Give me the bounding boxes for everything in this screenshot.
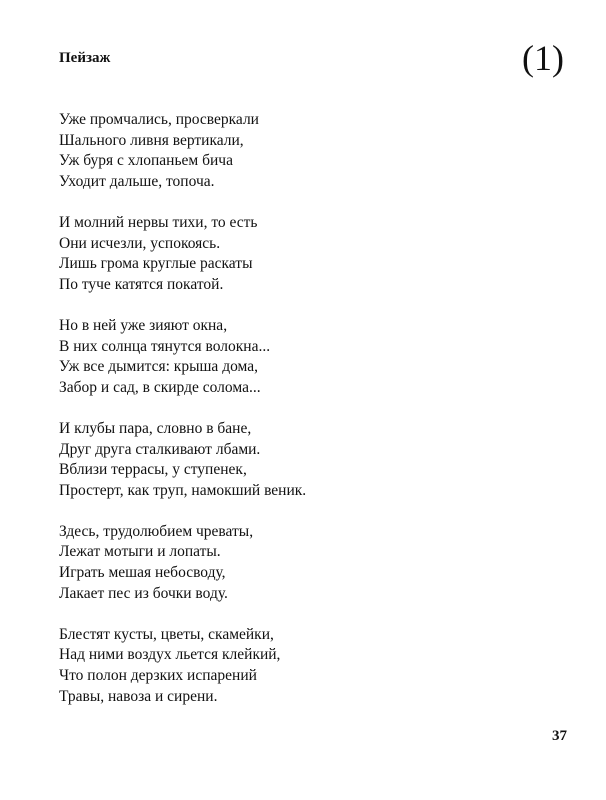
verse-line: Лежат мотыги и лопаты.	[59, 543, 221, 561]
verse-line: Уходит дальше, топоча.	[59, 172, 215, 190]
verse-line: Лакает пес из бочки воду.	[59, 584, 228, 602]
stanza-3	[59, 316, 539, 398]
stanza-1	[59, 110, 539, 192]
verse-line: Над ними воздух льется клейкий,	[59, 646, 281, 664]
verse-line: Они исчезли, успокоясь.	[59, 234, 221, 252]
verse-line: Что полон дерзких испарений	[59, 667, 257, 685]
verse-line: И молний нервы тихи, то есть	[59, 213, 258, 231]
stanza-4	[59, 419, 539, 501]
verse-line: Шального ливня вертикали,	[59, 131, 244, 149]
verse-line: Травы, навоза и сирени.	[59, 687, 218, 705]
verse-line: По туче катятся покатой.	[59, 275, 224, 293]
verse-line: Уж все дымится: крыша дома,	[59, 358, 258, 376]
poem-number: (1)	[522, 38, 564, 78]
stanza-2	[59, 213, 539, 295]
verse-line: Вблизи террасы, у ступенек,	[59, 461, 247, 479]
poem-body	[59, 110, 539, 728]
verse-line: Друг друга сталкивают лбами.	[59, 440, 261, 458]
verse-line: Лишь грома круглые раскаты	[59, 255, 253, 273]
stanza-6	[59, 625, 539, 707]
poem-title: Пейзаж	[59, 50, 111, 66]
verse-line: Но в ней уже зияют окна,	[59, 316, 228, 334]
verse-line: Простерт, как труп, намокший веник.	[59, 481, 307, 499]
verse-line: Уж буря с хлопаньем бича	[59, 152, 233, 170]
verse-line: Забор и сад, в скирде солома...	[59, 378, 261, 396]
verse-line: Здесь, трудолюбием чреваты,	[59, 522, 254, 540]
verse-line: Играть мешая небосводу,	[59, 564, 226, 582]
verse-line: Блестят кусты, цветы, скамейки,	[59, 625, 274, 643]
verse-line: И клубы пара, словно в бане,	[59, 419, 252, 437]
stanza-5	[59, 522, 539, 604]
page-number: 37	[552, 728, 567, 744]
verse-line: В них солнца тянутся волокна...	[59, 337, 271, 355]
verse-line: Уже промчались, просверкали	[59, 111, 259, 128]
